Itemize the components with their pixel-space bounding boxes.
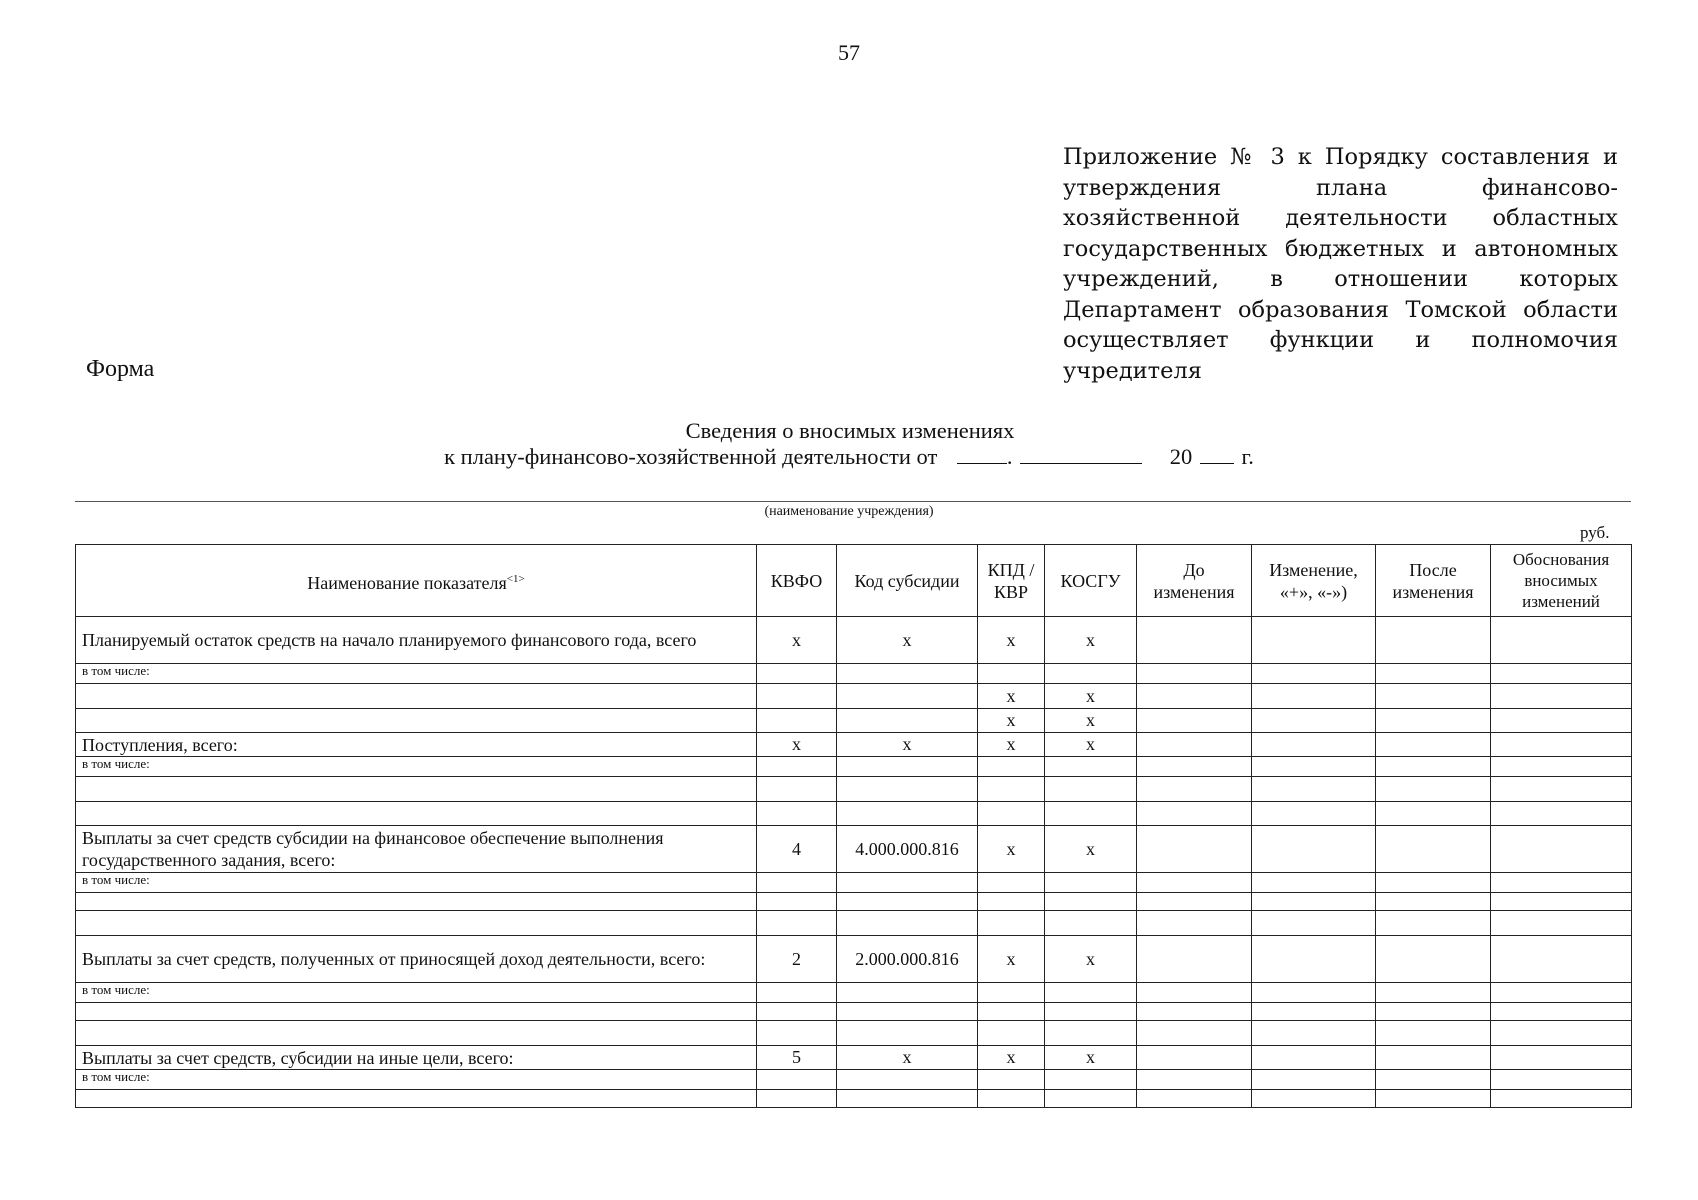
row-kosgu-cell: [1045, 893, 1137, 911]
row-change-cell[interactable]: [1252, 757, 1376, 777]
row-kvfo-cell: x: [757, 617, 837, 664]
row-change-cell[interactable]: [1252, 709, 1376, 733]
header-kod-subsidii: Код субсидии: [837, 545, 978, 617]
row-kod-cell: 4.000.000.816: [837, 826, 978, 873]
row-kod-cell: [837, 709, 978, 733]
row-reasons-cell[interactable]: [1491, 757, 1632, 777]
row-after-cell[interactable]: [1376, 1090, 1491, 1108]
row-reasons-cell[interactable]: [1491, 733, 1632, 757]
row-kvfo-cell: [757, 1021, 837, 1046]
row-change-cell[interactable]: [1252, 664, 1376, 684]
row-kosgu-cell: [1045, 777, 1137, 802]
row-reasons-cell[interactable]: [1491, 709, 1632, 733]
row-kosgu-cell: x: [1045, 826, 1137, 873]
row-kod-cell: [837, 664, 978, 684]
row-kvfo-cell: 2: [757, 936, 837, 983]
table-row: [76, 684, 1632, 709]
row-kvfo-cell: 5: [757, 1046, 837, 1070]
row-kod-cell: [837, 893, 978, 911]
row-after-cell[interactable]: [1376, 826, 1491, 873]
year-blank[interactable]: [1200, 445, 1234, 464]
row-reasons-cell[interactable]: [1491, 802, 1632, 826]
row-name-cell: [76, 1021, 757, 1046]
row-kpd-cell: x: [978, 617, 1045, 664]
table-row: [76, 709, 1632, 733]
row-change-cell[interactable]: [1252, 1003, 1376, 1021]
table-row: [76, 983, 1632, 1003]
row-name-cell: [76, 802, 757, 826]
date-dot: .: [1006, 444, 1013, 469]
row-reasons-cell[interactable]: [1491, 1021, 1632, 1046]
row-kod-cell: [837, 684, 978, 709]
row-after-cell[interactable]: [1376, 664, 1491, 684]
form-label: Форма: [86, 356, 155, 382]
row-reasons-cell[interactable]: [1491, 684, 1632, 709]
row-kpd-cell: [978, 664, 1045, 684]
row-name-cell: в том числе:: [76, 1070, 757, 1090]
header-reasons: Обоснования вносимых изменений: [1491, 545, 1632, 617]
table-row: [76, 802, 1632, 826]
row-before-cell[interactable]: [1137, 826, 1252, 873]
row-kvfo-cell: [757, 911, 837, 936]
row-kod-cell: [837, 1021, 978, 1046]
row-change-cell[interactable]: [1252, 893, 1376, 911]
row-kosgu-cell: [1045, 802, 1137, 826]
currency-label: руб.: [1580, 523, 1610, 542]
row-before-cell[interactable]: [1137, 1021, 1252, 1046]
row-change-cell[interactable]: [1252, 936, 1376, 983]
header-name: Наименование показателя$^{<1>}$: [76, 545, 757, 617]
row-kpd-cell: [978, 1090, 1045, 1108]
row-kod-cell: [837, 777, 978, 802]
row-kpd-cell: x: [978, 826, 1045, 873]
row-kvfo-cell: [757, 1070, 837, 1090]
row-after-cell[interactable]: [1376, 1070, 1491, 1090]
table-row: [76, 911, 1632, 936]
page-number: 57: [838, 40, 860, 65]
row-kosgu-cell: [1045, 1003, 1137, 1021]
row-change-cell[interactable]: [1252, 684, 1376, 709]
row-kvfo-cell: [757, 1003, 837, 1021]
row-name-cell: Поступления, всего:: [76, 733, 757, 757]
document-subtitle: [0, 444, 1698, 470]
row-name-cell: Выплаты за счет средств субсидии на финансовое обеспечение выполнения государственного задания, всего:: [76, 826, 757, 873]
row-change-cell[interactable]: [1252, 1090, 1376, 1108]
table-row: [76, 1003, 1632, 1021]
institution-caption: (наименование учреждения): [764, 504, 934, 519]
row-name-cell: в том числе:: [76, 983, 757, 1003]
row-change-cell[interactable]: [1252, 617, 1376, 664]
row-kosgu-cell: x: [1045, 684, 1137, 709]
row-after-cell[interactable]: [1376, 757, 1491, 777]
table-row: [76, 1090, 1632, 1108]
row-reasons-cell[interactable]: [1491, 1070, 1632, 1090]
row-kpd-cell: [978, 1021, 1045, 1046]
row-after-cell[interactable]: [1376, 983, 1491, 1003]
row-change-cell[interactable]: [1252, 1046, 1376, 1070]
row-kod-cell: x: [837, 617, 978, 664]
row-kod-cell: [837, 873, 978, 893]
row-before-cell[interactable]: [1137, 1046, 1252, 1070]
row-kvfo-cell: [757, 664, 837, 684]
row-kvfo-cell: [757, 983, 837, 1003]
row-kosgu-cell: x: [1045, 617, 1137, 664]
row-after-cell[interactable]: [1376, 911, 1491, 936]
row-before-cell[interactable]: [1137, 1070, 1252, 1090]
row-name-cell: в том числе:: [76, 664, 757, 684]
row-kpd-cell: x: [978, 684, 1045, 709]
row-before-cell[interactable]: [1137, 936, 1252, 983]
row-kod-cell: x: [837, 733, 978, 757]
row-kosgu-cell: [1045, 757, 1137, 777]
row-kpd-cell: [978, 893, 1045, 911]
row-after-cell[interactable]: [1376, 802, 1491, 826]
row-kpd-cell: x: [978, 709, 1045, 733]
row-kod-cell: [837, 983, 978, 1003]
row-kpd-cell: x: [978, 1046, 1045, 1070]
row-before-cell[interactable]: [1137, 1090, 1252, 1108]
row-kod-cell: [837, 1003, 978, 1021]
row-name-cell: Выплаты за счет средств, субсидии на иные цели, всего:: [76, 1046, 757, 1070]
row-kosgu-cell: [1045, 911, 1137, 936]
row-kpd-cell: x: [978, 936, 1045, 983]
row-kosgu-cell: [1045, 983, 1137, 1003]
row-before-cell[interactable]: [1137, 733, 1252, 757]
table-row: [76, 617, 1632, 664]
row-reasons-cell[interactable]: [1491, 911, 1632, 936]
row-kpd-cell: [978, 873, 1045, 893]
row-name-cell: в том числе:: [76, 757, 757, 777]
row-name-cell: [76, 709, 757, 733]
year-prefix: 20: [1169, 444, 1193, 469]
changes-table: [75, 544, 1632, 1108]
table-row: [76, 1021, 1632, 1046]
row-kvfo-cell: [757, 802, 837, 826]
document-title: Сведения о вносимых изменениях: [685, 418, 1015, 443]
row-kod-cell: [837, 802, 978, 826]
row-after-cell[interactable]: [1376, 1046, 1491, 1070]
row-kpd-cell: [978, 802, 1045, 826]
row-change-cell[interactable]: [1252, 983, 1376, 1003]
header-after: После изменения: [1376, 545, 1491, 617]
row-kvfo-cell: [757, 684, 837, 709]
row-kvfo-cell: [757, 709, 837, 733]
row-before-cell[interactable]: [1137, 1003, 1252, 1021]
row-kosgu-cell: [1045, 873, 1137, 893]
row-reasons-cell[interactable]: [1491, 617, 1632, 664]
row-after-cell[interactable]: [1376, 777, 1491, 802]
row-before-cell[interactable]: [1137, 873, 1252, 893]
row-reasons-cell[interactable]: [1491, 777, 1632, 802]
table-row: [76, 1046, 1632, 1070]
row-before-cell[interactable]: [1137, 617, 1252, 664]
row-reasons-cell[interactable]: [1491, 826, 1632, 873]
row-kod-cell: 2.000.000.816: [837, 936, 978, 983]
row-kvfo-cell: [757, 777, 837, 802]
row-kosgu-cell: [1045, 664, 1137, 684]
row-change-cell[interactable]: [1252, 733, 1376, 757]
header-kvfo: КВФО: [757, 545, 837, 617]
row-reasons-cell[interactable]: [1491, 893, 1632, 911]
row-reasons-cell[interactable]: [1491, 873, 1632, 893]
row-kosgu-cell: x: [1045, 709, 1137, 733]
header-before: До изменения: [1137, 545, 1252, 617]
row-name-cell: [76, 893, 757, 911]
table-header-row: [76, 545, 1632, 617]
row-kpd-cell: [978, 1070, 1045, 1090]
row-before-cell[interactable]: [1137, 893, 1252, 911]
row-change-cell[interactable]: [1252, 1070, 1376, 1090]
row-kosgu-cell: x: [1045, 936, 1137, 983]
row-before-cell[interactable]: [1137, 983, 1252, 1003]
row-change-cell[interactable]: [1252, 826, 1376, 873]
row-name-cell: Планируемый остаток средств на начало планируемого финансового года, всего: [76, 617, 757, 664]
row-kosgu-cell: x: [1045, 1046, 1137, 1070]
institution-line[interactable]: [75, 501, 1631, 502]
row-before-cell[interactable]: [1137, 664, 1252, 684]
row-reasons-cell[interactable]: [1491, 936, 1632, 983]
table-row: [76, 777, 1632, 802]
row-reasons-cell[interactable]: [1491, 664, 1632, 684]
month-blank[interactable]: [1020, 445, 1142, 464]
row-kod-cell: [837, 911, 978, 936]
row-kpd-cell: [978, 983, 1045, 1003]
table-row: [76, 893, 1632, 911]
row-name-cell: [76, 684, 757, 709]
row-after-cell[interactable]: [1376, 709, 1491, 733]
row-name-cell: в том числе:: [76, 873, 757, 893]
row-before-cell[interactable]: [1137, 757, 1252, 777]
row-reasons-cell[interactable]: [1491, 1046, 1632, 1070]
header-change: Изменение, «+», «-»): [1252, 545, 1376, 617]
row-after-cell[interactable]: [1376, 936, 1491, 983]
row-kod-cell: [837, 1090, 978, 1108]
row-change-cell[interactable]: [1252, 777, 1376, 802]
header-kpd-kvr: КПД /КВР: [978, 545, 1045, 617]
row-kvfo-cell: [757, 757, 837, 777]
row-change-cell[interactable]: [1252, 873, 1376, 893]
year-suffix: г.: [1241, 444, 1254, 469]
table-row: [76, 733, 1632, 757]
row-name-cell: [76, 911, 757, 936]
row-kosgu-cell: [1045, 1070, 1137, 1090]
row-before-cell[interactable]: [1137, 709, 1252, 733]
header-name-note: <1>: [506, 572, 525, 585]
subtitle-prefix: к плану-финансово-хозяйственной деятельности от: [444, 444, 938, 469]
row-after-cell[interactable]: [1376, 873, 1491, 893]
table-row: [76, 936, 1632, 983]
row-kpd-cell: [978, 757, 1045, 777]
row-kvfo-cell: 4: [757, 826, 837, 873]
row-kod-cell: [837, 1070, 978, 1090]
row-name-cell: [76, 1090, 757, 1108]
row-kod-cell: [837, 757, 978, 777]
row-name-cell: [76, 777, 757, 802]
row-change-cell[interactable]: [1252, 1021, 1376, 1046]
row-kosgu-cell: [1045, 1090, 1137, 1108]
appendix-note: Приложение № 3 к Порядку составления и утверждения плана финансово-хозяйственной деятельности областных государственных бюджетных и автономных учреждений, в отношении которых Департамент образования Томской области осуществляет функции и полномочия учредителя: [1063, 144, 1618, 384]
row-kosgu-cell: x: [1045, 733, 1137, 757]
table-row: [76, 664, 1632, 684]
row-before-cell[interactable]: [1137, 802, 1252, 826]
day-blank[interactable]: [957, 445, 1007, 464]
row-after-cell[interactable]: [1376, 684, 1491, 709]
row-kvfo-cell: [757, 873, 837, 893]
row-kpd-cell: [978, 777, 1045, 802]
header-kosgu: КОСГУ: [1045, 545, 1137, 617]
row-reasons-cell[interactable]: [1491, 983, 1632, 1003]
row-kpd-cell: x: [978, 733, 1045, 757]
row-after-cell[interactable]: [1376, 1021, 1491, 1046]
row-change-cell[interactable]: [1252, 802, 1376, 826]
row-kod-cell: x: [837, 1046, 978, 1070]
row-after-cell[interactable]: [1376, 1003, 1491, 1021]
row-kpd-cell: [978, 1003, 1045, 1021]
row-kpd-cell: [978, 911, 1045, 936]
row-before-cell[interactable]: [1137, 911, 1252, 936]
table-row: [76, 873, 1632, 893]
row-kvfo-cell: [757, 1090, 837, 1108]
row-before-cell[interactable]: [1137, 777, 1252, 802]
row-kosgu-cell: [1045, 1021, 1137, 1046]
table-row: [76, 1070, 1632, 1090]
table-row: [76, 757, 1632, 777]
row-reasons-cell[interactable]: [1491, 1090, 1632, 1108]
row-kvfo-cell: x: [757, 733, 837, 757]
row-name-cell: Выплаты за счет средств, полученных от приносящей доход деятельности, всего:: [76, 936, 757, 983]
row-after-cell[interactable]: [1376, 893, 1491, 911]
row-reasons-cell[interactable]: [1491, 1003, 1632, 1021]
row-after-cell[interactable]: [1376, 733, 1491, 757]
table-row: [76, 826, 1632, 873]
row-kvfo-cell: [757, 893, 837, 911]
row-after-cell[interactable]: [1376, 617, 1491, 664]
row-before-cell[interactable]: [1137, 684, 1252, 709]
row-change-cell[interactable]: [1252, 911, 1376, 936]
row-name-cell: [76, 1003, 757, 1021]
